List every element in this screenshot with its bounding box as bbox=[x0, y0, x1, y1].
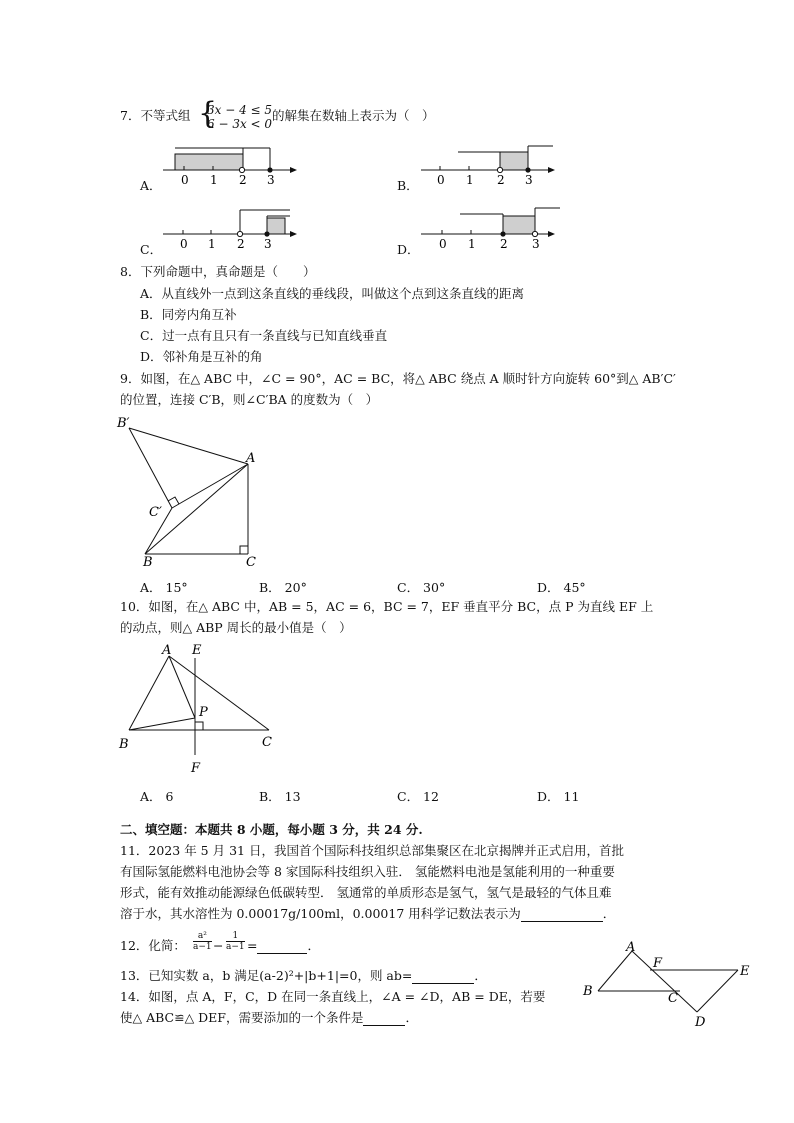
q8-option-c[interactable]: C．过一点有且只有一条直线与已知直线垂直 bbox=[140, 328, 388, 343]
q7-system bbox=[207, 103, 272, 131]
q7-number-line-c[interactable] bbox=[160, 204, 300, 254]
svg-text:A: A bbox=[626, 940, 636, 955]
svg-text:C′: C′ bbox=[149, 505, 162, 520]
svg-text:3: 3 bbox=[532, 237, 540, 251]
svg-text:0: 0 bbox=[180, 237, 188, 251]
q10-option-c[interactable]: C． 12 bbox=[397, 789, 439, 804]
q7-option-c-label[interactable]: C． bbox=[140, 242, 163, 257]
q10-figure bbox=[115, 640, 280, 780]
q9-option-b[interactable]: B． 20° bbox=[259, 580, 307, 595]
svg-text:0: 0 bbox=[437, 173, 445, 187]
svg-text:B: B bbox=[119, 737, 129, 752]
svg-text:1: 1 bbox=[210, 173, 218, 187]
q7-number-line-a[interactable] bbox=[160, 140, 300, 190]
q10-option-d[interactable]: D． 11 bbox=[537, 789, 580, 804]
q7-suffix: 的解集在数轴上表示为（ ） bbox=[272, 108, 435, 123]
q7-prefix: 7．不等式组 bbox=[120, 108, 191, 123]
q7-ineq2: 6 − 3x < 0 bbox=[207, 117, 273, 131]
q11-answer-blank[interactable] bbox=[521, 921, 603, 922]
svg-text:1: 1 bbox=[468, 237, 476, 251]
q14-figure bbox=[580, 940, 760, 1030]
svg-text:3: 3 bbox=[264, 237, 272, 251]
svg-text:2: 2 bbox=[500, 237, 508, 251]
q9-option-c[interactable]: C． 30° bbox=[397, 580, 446, 595]
q12-fraction-2: $\frac{1}{a-1}$ bbox=[226, 931, 245, 952]
q13-answer-blank[interactable] bbox=[412, 983, 474, 984]
q12-answer: = ． bbox=[247, 938, 320, 953]
q14-line2: 使△ ABC≌△ DEF，需要添加的一个条件是 ． bbox=[120, 1010, 418, 1025]
q7-number-line-b[interactable] bbox=[418, 140, 558, 190]
svg-text:0: 0 bbox=[439, 237, 447, 251]
svg-text:C: C bbox=[262, 735, 272, 750]
q7-brace: { bbox=[198, 96, 218, 131]
svg-text:3: 3 bbox=[267, 173, 275, 187]
svg-text:2: 2 bbox=[237, 237, 245, 251]
q10-stem-line2: 的动点，则△ ABP 周长的最小值是（ ） bbox=[120, 620, 352, 635]
svg-text:B′: B′ bbox=[117, 416, 130, 431]
q8-option-a[interactable]: A．从直线外一点到这条直线的垂线段，叫做这个点到这条直线的距离 bbox=[140, 286, 525, 301]
svg-text:1: 1 bbox=[466, 173, 474, 187]
section2-heading: 二、填空题：本题共 8 小题，每小题 3 分，共 24 分. bbox=[120, 822, 423, 837]
svg-text:3: 3 bbox=[525, 173, 533, 187]
svg-text:A: A bbox=[246, 451, 256, 466]
q9-option-d[interactable]: D． 45° bbox=[537, 580, 586, 595]
q11-line1: 11．2023 年 5 月 31 日，我国首个国际科技组织总部集聚区在北京揭牌并正式启用，首批 bbox=[120, 843, 624, 858]
q10-option-b[interactable]: B． 13 bbox=[259, 789, 301, 804]
q13-stem: 13．已知实数 a，b 满足(a-2)²+|b+1|=0，则 ab= ． bbox=[120, 968, 487, 983]
svg-text:2: 2 bbox=[497, 173, 505, 187]
svg-text:D: D bbox=[695, 1015, 706, 1030]
q7-stem bbox=[120, 108, 190, 124]
q12-prefix: 12．化简： bbox=[120, 938, 186, 953]
q14-answer-blank[interactable] bbox=[363, 1025, 405, 1026]
q12-fraction-1: $\frac{\text{a²}}{a-1}$ bbox=[193, 931, 212, 952]
q9-stem-line2: 的位置，连接 C′B，则∠C′BA 的度数为（ ） bbox=[120, 392, 379, 407]
q11-line3: 形式，能有效推动能源绿色低碳转型． 氢通常的单质形态是氢气，氢气是最轻的气体且难 bbox=[120, 885, 612, 900]
svg-text:B: B bbox=[143, 555, 153, 570]
svg-text:E: E bbox=[740, 964, 750, 979]
svg-text:F: F bbox=[191, 761, 201, 776]
q14-line1: 14．如图，点 A，F，C，D 在同一条直线上，∠A = ∠D，AB = DE，若要 bbox=[120, 989, 546, 1004]
svg-text:E: E bbox=[192, 643, 202, 658]
q12-minus: − bbox=[213, 938, 224, 953]
q8-option-b[interactable]: B．同旁内角互补 bbox=[140, 307, 237, 322]
svg-text:1: 1 bbox=[208, 237, 216, 251]
q9-option-a[interactable]: A． 15° bbox=[140, 580, 188, 595]
svg-text:0: 0 bbox=[181, 173, 189, 187]
svg-text:C: C bbox=[668, 991, 678, 1006]
q9-stem-line1: 9．如图，在△ ABC 中，∠C = 90°，AC = BC，将△ ABC 绕点 A 顺时针方向旋转 60°到△ AB′C′ bbox=[120, 371, 676, 386]
q11-line4: 溶于水，其水溶性为 0.00017g/100ml，0.00017 用科学记数法表示为 ． bbox=[120, 906, 616, 921]
svg-text:C: C bbox=[246, 555, 256, 570]
q12-answer-blank[interactable] bbox=[257, 953, 307, 954]
svg-text:F: F bbox=[653, 956, 663, 971]
q8-stem: 8．下列命题中，真命题是（ ） bbox=[120, 264, 316, 279]
q7-option-d-label[interactable]: D． bbox=[397, 242, 420, 257]
q7-option-a-label[interactable]: A． bbox=[140, 178, 162, 193]
q11-line2: 有国际氢能燃料电池协会等 8 家国际科技组织入驻． 氢能燃料电池是氢能利用的一种重要 bbox=[120, 864, 615, 879]
q7-number-line-d[interactable] bbox=[418, 204, 558, 254]
svg-text:A: A bbox=[162, 643, 172, 658]
q7-ineq1: 3x − 4 ≤ 5 bbox=[207, 103, 273, 117]
q7-option-b-label[interactable]: B． bbox=[397, 178, 419, 193]
q9-figure bbox=[115, 412, 275, 577]
q8-option-d[interactable]: D．邻补角是互补的角 bbox=[140, 349, 263, 364]
q10-stem-line1: 10．如图，在△ ABC 中，AB = 5，AC = 6，BC = 7，EF 垂直平分 BC，点 P 为直线 EF 上 bbox=[120, 599, 654, 614]
q10-option-a[interactable]: A． 6 bbox=[140, 789, 174, 804]
svg-text:P: P bbox=[199, 705, 208, 720]
svg-text:2: 2 bbox=[239, 173, 247, 187]
svg-text:B: B bbox=[583, 984, 593, 999]
